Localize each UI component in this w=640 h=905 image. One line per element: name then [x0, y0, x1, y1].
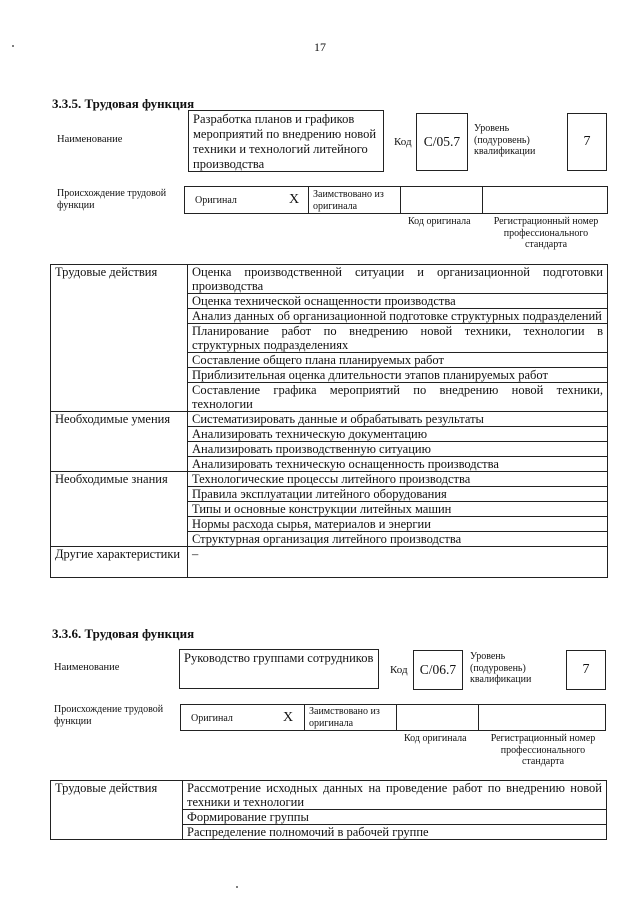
original-label: Оригинал — [195, 195, 237, 206]
origin-code-label: Код оригинала — [408, 216, 471, 227]
table-cell: Структурная организация литейного производства — [188, 532, 608, 547]
row-group-label: Необходимые умения — [51, 412, 188, 472]
name-label: Наименование — [57, 134, 123, 145]
table-cell: Правила эксплуатации литейного оборудования — [188, 487, 608, 502]
function-table — [50, 264, 608, 578]
row-group-label: Необходимые знания — [51, 472, 188, 547]
table-row — [51, 412, 608, 427]
row-group-label: Трудовые действия — [51, 265, 188, 412]
table-cell: Систематизировать данные и обрабатывать результаты — [188, 412, 608, 427]
origin-code-label: Код оригинала — [404, 733, 467, 744]
table-cell: Оценка производственной ситуации и организационной подготовки производства — [188, 265, 608, 294]
table-cell: Анализировать техническую оснащенность производства — [188, 457, 608, 472]
table-row — [51, 781, 607, 810]
divider — [308, 187, 309, 213]
level-box: 7 — [566, 650, 606, 690]
table-cell: Анализировать техническую документацию — [188, 427, 608, 442]
divider — [400, 187, 401, 213]
table-cell: – — [188, 547, 608, 578]
code-box: C/05.7 — [416, 113, 468, 171]
origin-label: Происхождение трудовой функции — [54, 704, 164, 727]
table-cell: Анализировать производственную ситуацию — [188, 442, 608, 457]
origin-label: Происхождение трудовой функции — [57, 188, 167, 211]
code-label: Код — [390, 664, 408, 676]
level-box: 7 — [567, 113, 607, 171]
borrowed-label: Заимствовано из оригинала — [309, 706, 380, 729]
table-cell: Составление графика мероприятий по внедрению новой техники, технологии — [188, 383, 608, 412]
section-title: 3.3.6. Трудовая функция — [52, 626, 195, 641]
table-cell: Типы и основные конструкции литейных машин — [188, 502, 608, 517]
origin-row — [184, 186, 608, 214]
table-cell: Формирование группы — [183, 810, 607, 825]
original-mark: X — [283, 710, 294, 725]
table-cell: Планирование работ по внедрению новой техники, технологии в структурных подразделениях — [188, 324, 608, 353]
table-cell: Приблизительная оценка длительности этапов планируемых работ — [188, 368, 608, 383]
code-box: C/06.7 — [413, 650, 463, 690]
scan-speck — [12, 45, 14, 47]
borrowed-label: Заимствовано из оригинала — [313, 189, 384, 212]
divider — [482, 187, 483, 213]
name-label: Наименование — [54, 662, 120, 673]
table-row — [51, 265, 608, 294]
reg-number-label: Регистрационный номер профессионального стандарта — [490, 733, 596, 767]
level-label: Уровень (подуровень) квалификации — [470, 651, 532, 685]
section-title: 3.3.5. Трудовая функция — [52, 96, 195, 111]
divider — [478, 705, 479, 730]
original-mark: X — [289, 192, 300, 207]
function-table — [50, 780, 607, 840]
row-group-label: Другие характеристики — [51, 547, 188, 578]
table-cell: Нормы расхода сырья, материалов и энергии — [188, 517, 608, 532]
table-cell: Анализ данных об организационной подготовке структурных подразделений — [188, 309, 608, 324]
original-label: Оригинал — [191, 713, 233, 724]
function-name-box: Руководство группами сотрудников — [179, 649, 379, 689]
table-row — [51, 547, 608, 578]
reg-number-label: Регистрационный номер профессионального стандарта — [493, 216, 599, 250]
divider — [304, 705, 305, 730]
code-label: Код — [394, 136, 412, 148]
table-cell: Распределение полномочий в рабочей группе — [183, 825, 607, 840]
function-name-box: Разработка планов и графиков мероприятий по внедрению новой техники и технологий литейного производства — [188, 110, 384, 172]
table-row — [51, 472, 608, 487]
divider — [396, 705, 397, 730]
row-group-label: Трудовые действия — [51, 781, 183, 840]
table-cell: Рассмотрение исходных данных на проведение работ по внедрению новой техники и технологии — [183, 781, 607, 810]
level-label: Уровень (подуровень) квалификации — [474, 123, 536, 157]
origin-row — [180, 704, 606, 731]
page-number: 17 — [314, 40, 326, 54]
table-cell: Составление общего плана планируемых работ — [188, 353, 608, 368]
table-cell: Технологические процессы литейного производства — [188, 472, 608, 487]
table-cell: Оценка технической оснащенности производства — [188, 294, 608, 309]
scan-speck — [236, 886, 238, 888]
